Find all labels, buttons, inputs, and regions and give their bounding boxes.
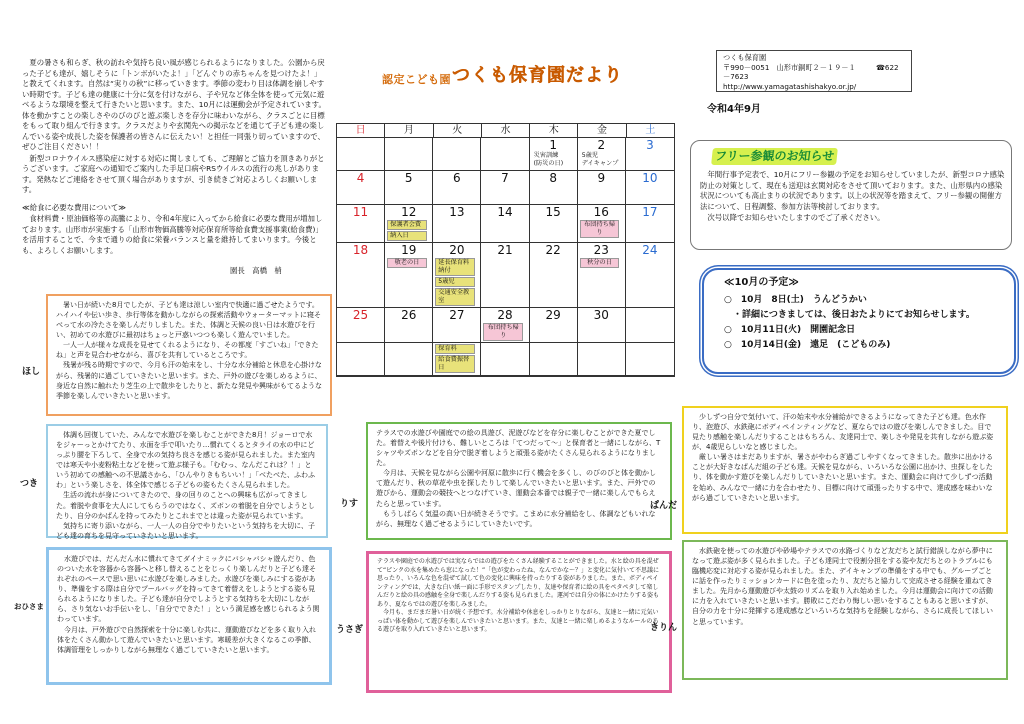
calendar-day-cell: [530, 343, 578, 376]
calendar-day-cell: [481, 138, 529, 171]
class-box-tsuki: [46, 424, 328, 538]
phone: ☎622－7623: [723, 62, 899, 82]
calendar-day-cell: [337, 205, 385, 243]
calendar-grid: [337, 138, 674, 376]
class-label-hoshi: ほし: [22, 367, 41, 377]
october-plan-item: ○ 10月 8日(土) うんどうかい: [724, 295, 867, 305]
calendar-day-cell: [481, 343, 529, 376]
newsletter-title: つくも保育園だより: [452, 65, 623, 86]
calendar-day-cell: [578, 343, 626, 376]
day-number: 12: [401, 204, 417, 219]
calendar-weekday-header: [337, 124, 674, 138]
day-number: 20: [449, 242, 465, 257]
calendar-day-cell: [337, 171, 385, 204]
calendar-day-cell: [626, 138, 674, 171]
day-number: 7: [501, 171, 509, 186]
calendar-day-cell: [530, 243, 578, 308]
day-number: 9: [597, 171, 606, 186]
free-observation-text: 年間行事予定表で、10月にフリー参観の予定をお知らせしていましたが、新型コロナ感染防止の対策として、現在も送迎は玄関対応をさせて頂いております。また、山形県内の感染状況についても高止まりの状況であります。以上の状況等を踏まえて、フリー参観の開催方法について、日程調整、参加方法等検討しております。 次号以降でお知らせいたしますのでご了承ください。: [700, 170, 1005, 222]
lunch-cost-paragraph: 食材料費・原油価格等の高騰により、令和4年度に入ってから給食に必要な費用が増加しております。山形市が実施する「山形市物価高騰等対応保育所等給食費支援事業(給食費)」を活用することで、今まで通りの給食に栄養バランスと量を維持してまいります。今後とも、よろしくお願いします。: [22, 214, 323, 255]
address: 〒990－0051 山形市銅町２－１９－１: [723, 62, 856, 72]
day-number: 29: [545, 307, 561, 322]
day-event-tag: 給食費振替日: [435, 355, 475, 373]
calendar-day-cell: [385, 171, 433, 204]
day-number: 28: [497, 307, 513, 322]
calendar-day-cell: [626, 243, 674, 308]
october-plan-item: ○ 10月11日(火) 開園記念日: [724, 325, 856, 335]
day-number: 18: [352, 242, 369, 257]
calendar-day-cell: [578, 171, 626, 204]
day-event-tag: 交通安全教室: [435, 288, 475, 306]
calendar-day-cell: [433, 308, 481, 343]
day-number: 10: [642, 171, 658, 186]
calendar-day-cell: [481, 171, 529, 204]
day-number: 4: [356, 171, 365, 186]
calendar-day-cell: [626, 171, 674, 204]
class-box-risu: [366, 422, 672, 540]
calendar-day-cell: [578, 138, 626, 171]
calendar-day-cell: [578, 243, 626, 308]
calendar-day-cell: [433, 205, 481, 243]
day-number: 2: [597, 138, 606, 152]
class-text-kirin: 水鉄砲を使っての水遊びや砂場やテラスでの水路づくりなど友だちと試行錯誤しながら夢中になって遊ぶ姿が多く見られました。子ども達同士で役割分担をする姿や友だちとのトラブルにも臨機応変に対応する姿が見られました。また、デイキャンプの準備をする中でも、グループごとに話を作ったりミッションカードに色を塗ったり、友だちと協力して完成させる経験を重ねてきました。先月から運動遊びや太鼓のリズムを取り入れ始めました。今月は運動会に向けての活動に力を入れていきたいと思います。勝敗にこだわり悔しい思いをすることもあると思いますが、自分の力を十分に発揮する達成感などいろいろな気持ちを経験しながら、さらに成長してほしいと思っています。: [692, 547, 993, 626]
calendar-day-cell: [578, 308, 626, 343]
september-calendar: [336, 123, 675, 377]
calendar-day-cell: [481, 308, 529, 343]
day-number: 11: [352, 204, 369, 219]
day-event-tag: 敬老の日: [387, 258, 427, 268]
day-event-tag: 5歳児: [435, 277, 475, 287]
day-number: 6: [453, 171, 461, 186]
free-observation-title: フリー参観のお知らせ: [711, 148, 838, 165]
class-box-kirin: [682, 540, 1008, 680]
class-text-hoshi: 暑い日が続いた8月でしたが、子ども達は涼しい室内で快適に過ごせたようです。ハイハイや伝い歩き、歩行等体を動かしながらの探索活動やウォーターマットに寝そべって水の冷たさを楽しんだりしました。また、体調と天候の良い日は水遊びを行い、初めての水遊びに最初はちょっと戸惑いつつも楽しく遊んでいました。 一人一人が様々な成長を見せてくれるようになり、その都度「すごいね」「できたね」と声を見合わせながら、喜びを共有しているところです。 残暑が残る時期ですので、今月も汗の始末をし、十分な水分補給と休息を心掛けながら、残暑的に過ごしていきたいと思います。また、戸外の遊びを楽しめるように、身近な自然に触れたり芝生の上で散歩をしたりと、新たな発見や興味がもてるような季節を楽しんでいきたいと思います。: [56, 301, 322, 400]
class-label-panda: ぱんだ: [650, 501, 678, 511]
day-number: 15: [545, 204, 561, 219]
contact-box: [716, 50, 912, 92]
weekday-header: 金: [578, 124, 626, 137]
october-plan-note: ・詳細につきましては、後日おたよりにてお知らせします。: [724, 310, 975, 320]
calendar-day-cell: [626, 343, 674, 376]
nursery-name: つくも保育園: [723, 53, 767, 62]
day-number: 27: [449, 307, 465, 322]
calendar-day-cell: [626, 308, 674, 343]
day-event-tag: 納入日: [387, 231, 427, 241]
day-event-tag: 保育料: [435, 344, 475, 354]
day-event: 災害訓練: [533, 152, 559, 159]
calendar-day-cell: [337, 138, 385, 171]
class-label-kirin: きりん: [650, 623, 678, 633]
day-number: 19: [401, 242, 417, 257]
calendar-day-cell: [385, 308, 433, 343]
class-label-tsuki: つき: [20, 479, 39, 489]
class-box-usagi: [366, 551, 672, 693]
october-plan-title: ≪10月の予定≫: [724, 277, 799, 288]
calendar-day-cell: [578, 205, 626, 243]
day-number: 22: [545, 242, 561, 257]
calendar-day-cell: [530, 308, 578, 343]
day-number: 26: [401, 307, 417, 322]
calendar-day-cell: [530, 205, 578, 243]
address-line: [723, 63, 905, 82]
class-box-panda: [682, 406, 1008, 534]
class-label-risu: りす: [340, 499, 359, 509]
title-subtitle: 認定こども園: [382, 73, 451, 86]
calendar-day-cell: [530, 171, 578, 204]
day-number: 23: [593, 242, 609, 257]
calendar-day-cell: [433, 171, 481, 204]
issue-date: 令和4年9月: [707, 104, 761, 115]
day-number: 13: [449, 204, 465, 219]
class-box-hoshi: [46, 294, 332, 416]
calendar-day-cell: [530, 138, 578, 171]
intro-paragraph-1: 夏の暑さも和らぎ、秋の訪れや気持ち良い風が感じられるようになりました。公園から戻った子ども達が、嬉しそうに「トンボがいたよ！」「どんぐりの赤ちゃんを見つけたよ！」と教えてくれます。自然は“実りの秋”に移っていきます。季節の変わり目は体調を崩しやすい時期です。子ども達の健康に十分に気を付けながら、子や兄など体全体を使って元気に遊べるような環境を整えて行きたいと思います。また、10月には運動会が予定されています。体を動かすことの楽しさやのびのびと遊ぶ楽しさを存分に味わいながら、クラスごとに目標をもって取り組んで行きます。クラスだよりや玄関先への掲示などを通じて子ども達の楽しんでいる姿や成長した姿を保護者の皆さんに伝えたい！と担任一同張り切っていますので、ぜひご注目ください！！: [22, 58, 326, 152]
day-number: 8: [549, 171, 557, 186]
class-text-panda: 少しずつ自分で気付いて、汗の始末や水分補給ができるようになってきた子ども達。色水作り、泡遊び、水鉄砲にボディペインティングなど、夏ならではの遊びを楽しんできました。目で見たり感触を楽しんだりすることはもちろん、友達同士で、楽しさや発見を共有しながら遊ぶ姿が、4歳児らしいなと感じました。 厳しい暑さはまだありますが、暑さがやわらぎ過ごしやすくなってきました。散歩に出かけることが大好きなぱんだ組の子ども達。天候を見ながら、いろいろな公園に出かけ、虫探しをしたり、体を動かす遊びを楽しんだりしていきたいと思います。また、運動会に向けて少しずつ活動を始め、みんなで一緒に力を合わせたり、目標に向けて頑張ったりする中で、達成感を味わいながら過ごしていきたいと思います。: [692, 413, 994, 502]
day-event: デイキャンプ: [581, 160, 619, 167]
calendar-day-cell: [433, 243, 481, 308]
signature: 園長 高橋 梢: [230, 266, 282, 275]
day-event-tag: 布団持ち帰り: [580, 220, 620, 238]
calendar-day-cell: [385, 138, 433, 171]
day-number: 17: [642, 204, 658, 219]
class-text-ohisama: 水遊びでは、だんだん水に慣れてきてダイナミックにバシャバシャ遊んだり、色のついた水を容器から容器へと移し替えることをじっくり楽しんだりと子ども達それぞれのペースで思い思いに水遊びを楽しみました。水遊びを楽しみにする姿があり、準備をする際は自分でプールバッグを持ってきて着替えをしようとする姿も見られるようになりました。子ども達が自分でしようとする気持ちを大切にしながら、さり気ないお手伝いをし、「自分でできた！」という満足感を感じられるよう関わっています。 今月は、戸外遊びで自然探索を十分に楽しむ共に、運動遊びなどを多く取り入れ体をたくさん動かして遊んでいきたいと思います。寒暖差が大きくなるこの季節、体調管理をしっかりしながら無理なく過ごしていきたいと思います。: [57, 555, 320, 654]
day-number: 3: [646, 138, 654, 152]
calendar-day-cell: [385, 343, 433, 376]
class-text-tsuki: 体調も回復していた、みんなで水遊びを楽しむことができた8月！ジョーロで水をジャーっとかけてたり、水面を手で叩いたり…慣れてくるとタライの水の中にどっぷり腰を下ろして、全身で水の気持ち良さを感じる姿が見られました。また室内では寒天や小麦粉粘土などを使って遊ぶ様子も。「むむっ、なんだこれは？！」という初めての感触への不思議さから、「ひんやりきもちいい！」「ベたべた、ふわふわ」という楽しさを、体全体で感じる子どもの姿もたくさん見られました。 生活の流れが身についてきたので、身の回りのことへの興味も広がってきました。着脱や食事を大人にしてもらうのではなく、ズボンの着脱を自分でしようとしたり、自分のかばんを持ってみたりとこれまでとは違った姿が見られています。 気持ちに寄り添いながら、一人一人の自分でやりたいという気持ちを大切に、子ども達の育ちを見守っていきたいと思います。: [56, 431, 315, 540]
calendar-day-cell: [626, 205, 674, 243]
calendar-day-cell: [433, 138, 481, 171]
day-number: 1: [549, 138, 557, 152]
day-event-tag: 秋分の日: [580, 258, 620, 268]
calendar-day-cell: [385, 205, 433, 243]
class-label-ohisama: おひさま: [14, 602, 44, 611]
october-plan-item: ○ 10月14日(金) 遠足 (こどものみ): [724, 340, 891, 350]
calendar-day-cell: [481, 205, 529, 243]
day-event: (防災の日): [533, 160, 564, 167]
weekday-header: 月: [385, 124, 433, 137]
day-number: 30: [593, 307, 609, 322]
class-text-risu: テラスでの水遊びや園庭での絵の具遊び、泥遊びなどを存分に楽しむことができた夏でした。着替えや後片付けも、難しいところは「てつだって～」と保育者と一緒にしながら、Tシャツやズボンなどを自分で脱ぎ着しようと頑張る姿がたくさん見られるようになりました。 今月は、天候を見ながら公園や河原に散歩に行く機会を多くし、のびのびと体を動かして遊んだり、秋の草花や虫を探したりして楽しんでいきたいと思います。また、戸外での遊びから、運動会の競技へとつなげていき、運動会本番では親子で一緒に楽しんでもらえたらと思っています。 もうしばらく気温の高い日が続きそうです。こまめに水分補給をし、体調などもいれながら、無理なく過ごせるようにしていきたいです。: [376, 429, 661, 528]
weekday-header: 火: [434, 124, 482, 137]
day-event-tag: 布団持ち帰り: [483, 323, 523, 341]
calendar-day-cell: [337, 308, 385, 343]
day-event-tag: 保護者会費: [387, 220, 427, 230]
class-box-ohisama: [46, 547, 332, 685]
lunch-cost-heading: ≪給食に必要な費用について≫: [22, 202, 127, 212]
day-number: 24: [642, 242, 658, 257]
day-number: 25: [352, 307, 369, 322]
day-number: 14: [497, 204, 513, 219]
class-label-usagi: うさぎ: [336, 625, 364, 635]
calendar-day-cell: [433, 343, 481, 376]
calendar-day-cell: [337, 243, 385, 308]
calendar-day-cell: [481, 243, 529, 308]
website-url[interactable]: http://www.yamagatashishakyo.or.jp/: [723, 82, 857, 92]
day-number: 5: [404, 171, 413, 186]
day-number: 16: [593, 204, 609, 219]
calendar-day-cell: [337, 343, 385, 376]
day-number: 21: [497, 242, 513, 257]
weekday-header: 木: [530, 124, 578, 137]
day-event-tag: 延長保育料納付: [435, 258, 475, 276]
weekday-header: 土: [645, 125, 656, 136]
calendar-day-cell: [385, 243, 433, 308]
weekday-header: 日: [337, 124, 385, 137]
day-event: 5歳児: [581, 152, 599, 159]
class-text-usagi: テラスや園庭での水遊びでは実ならではの遊びをたくさん経験することができました。水と絵の具を混ぜて“ピンクの水を集めたら窓になった！”「色が変わったね、なんでかな～？」と変化に気付いて不思議に思ったり、いろんな色を混ぜて試して色の変化に興味を持ったりする姿がありました。また、ボディペインティングでは、大きな白い紙一面に手形でスタンプしたり、友達や保育者に絵の具をペタペタして楽しんだりと絵の具の感触を全身で楽しんだりする姿も見られました。運河では自分の体にかけたりする姿もあり、夏ならではの遊びを楽しみました。 今月も、まだまだ暑い日が続く予想です。水分補給や休息をしっかりとりながら、友達と一緒に元気いっぱい体を動かして遊びを楽しんでいきたいと思います。また、友達と一緒に楽しめるようなルールのある遊びを取り入れていきたいと思います。: [377, 558, 660, 634]
weekday-header: 水: [482, 124, 530, 137]
intro-paragraph-2: 新型コロナウイルス感染症に対する対応に関しましても、ご理解とご協力を頂きありがとうございます。ご家庭への通知でご案内した手足口病やRSウイルスの流行の兆しがあります。発熱などご連絡をさせて頂く場合がありますが、引き続きご対応よろしくお願いします。: [22, 153, 325, 195]
intro-section: [22, 58, 328, 257]
